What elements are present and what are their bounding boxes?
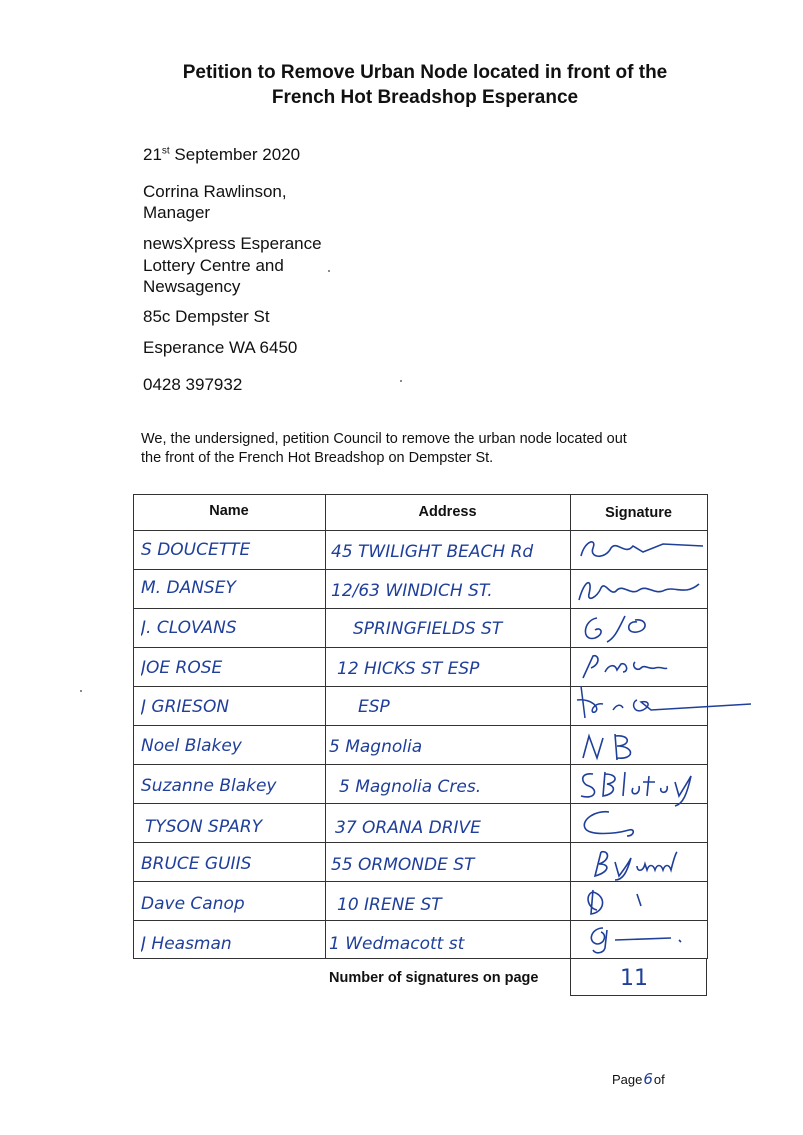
statement-line-2: the front of the French Hot Breadshop on Dempster St. bbox=[141, 450, 494, 466]
header-signature: Signature bbox=[605, 505, 672, 521]
row-2-signature bbox=[575, 574, 705, 611]
row-6-address: 5 Magnolia bbox=[329, 737, 423, 757]
row-11-address: 1 Wedmacott st bbox=[329, 934, 465, 954]
row-9-address: 55 ORMONDE ST bbox=[331, 855, 475, 875]
date-line bbox=[143, 144, 300, 165]
row-3-address: SPRINGFIELDS ST bbox=[353, 619, 503, 639]
row-10-name: Dave Canop bbox=[141, 894, 245, 914]
row-9-name: BRUCE GUIIS bbox=[141, 854, 252, 874]
statement-line-1: We, the undersigned, petition Council to remove the urban node located out bbox=[141, 431, 627, 447]
row-7-address: 5 Magnolia Cres. bbox=[339, 777, 482, 797]
table-border bbox=[133, 494, 134, 959]
scan-speck bbox=[80, 690, 82, 692]
date-suffix: st bbox=[161, 145, 170, 157]
header-name: Name bbox=[209, 503, 249, 519]
row-4-address: 12 HICKS ST ESP bbox=[337, 659, 480, 679]
row-10-signature bbox=[575, 886, 705, 925]
business-line-1: newsXpress Esperance bbox=[143, 234, 322, 253]
row-7-signature bbox=[575, 766, 705, 811]
business-line-3: Newsagency bbox=[143, 277, 241, 296]
date-rest: September 2020 bbox=[169, 145, 301, 164]
row-5-signature bbox=[551, 680, 761, 729]
table-border bbox=[133, 494, 708, 495]
row-3-signature bbox=[575, 612, 705, 651]
phone-number: 0428 397932 bbox=[143, 375, 243, 394]
row-6-signature bbox=[575, 730, 705, 769]
of-label: of bbox=[653, 1072, 665, 1087]
row-11-signature bbox=[575, 922, 705, 961]
header-address: Address bbox=[418, 504, 477, 520]
scan-speck bbox=[400, 380, 402, 382]
title-line-1: Petition to Remove Urban Node located in front of the bbox=[182, 62, 668, 83]
row-5-name: J GRIESON bbox=[141, 697, 230, 717]
row-9-signature bbox=[575, 846, 705, 885]
row-8-address: 37 ORANA DRIVE bbox=[335, 818, 481, 838]
row-2-name: M. DANSEY bbox=[141, 578, 236, 598]
row-8-signature bbox=[575, 806, 705, 845]
page-footer bbox=[612, 1070, 665, 1088]
row-11-name: J Heasman bbox=[141, 934, 232, 954]
page-title bbox=[100, 60, 750, 110]
row-4-name: JOE ROSE bbox=[141, 658, 223, 678]
title-line-2: French Hot Breadshop Esperance bbox=[271, 87, 579, 108]
scan-speck bbox=[328, 270, 330, 272]
signature-count-label: Number of signatures on page bbox=[329, 970, 539, 986]
business-line-2: Lottery Centre and bbox=[143, 256, 284, 275]
row-3-name: J. CLOVANS bbox=[141, 618, 237, 638]
date-day: 21 bbox=[143, 145, 162, 164]
row-2-address: 12/63 WINDICH ST. bbox=[331, 581, 493, 601]
town-address: Esperance WA 6450 bbox=[143, 338, 298, 357]
row-1-name: S DOUCETTE bbox=[141, 540, 251, 560]
page-number: 6 bbox=[643, 1070, 653, 1088]
page-label: Page bbox=[612, 1072, 643, 1087]
contact-name: Corrina Rawlinson, bbox=[143, 182, 287, 201]
contact-role: Manager bbox=[143, 203, 211, 222]
row-7-name: Suzanne Blakey bbox=[141, 776, 277, 796]
row-6-name: Noel Blakey bbox=[141, 736, 242, 756]
petition-statement bbox=[141, 430, 721, 468]
signature-count-value: 11 bbox=[620, 966, 648, 991]
table-border bbox=[325, 494, 326, 959]
street-address: 85c Dempster St bbox=[143, 307, 270, 326]
row-1-address: 45 TWILIGHT BEACH Rd bbox=[331, 542, 534, 562]
row-10-address: 10 IRENE ST bbox=[337, 895, 442, 915]
row-1-signature bbox=[575, 534, 705, 571]
row-5-address: ESP bbox=[358, 697, 390, 717]
table-border bbox=[133, 530, 708, 531]
row-8-name: TYSON SPARY bbox=[145, 817, 263, 837]
